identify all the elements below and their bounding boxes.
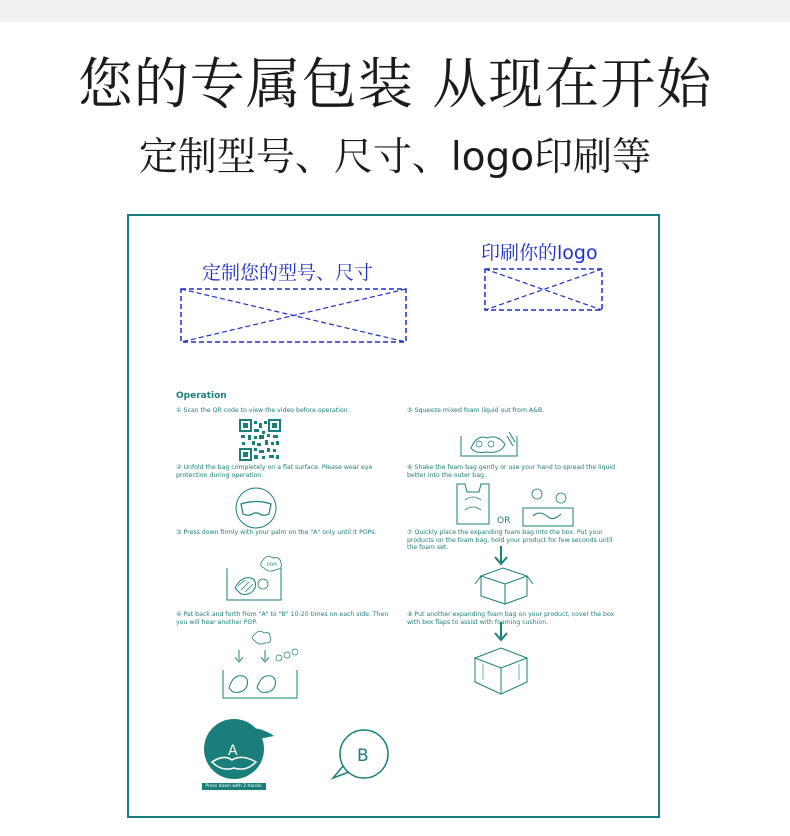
size-label: 定制您的型号、尺寸: [202, 262, 374, 284]
step-3: ③ Press down firmly with your palm on the "A" only until it POPs.: [176, 529, 377, 536]
step-7: ⑦ Quickly place the expanding foam bag into the box. Put your products on the foam bag, hold your product for few seconds until the foam set.: [407, 529, 613, 551]
spread-liquid-icon: [517, 482, 579, 528]
bag-artwork-card: [127, 214, 660, 818]
badge-b-icon: [329, 728, 393, 780]
top-strip: [0, 0, 790, 22]
pat-hands-icon: [221, 630, 305, 700]
press-palm-icon: [223, 554, 285, 602]
size-placeholder-box: [180, 288, 408, 344]
page-title: 您的专属包装 从现在开始: [77, 52, 713, 116]
step-4: ④ Pat back and forth from "A" to "B" 10-20 times on each side. Then you will hear another POP.: [176, 611, 389, 626]
or-label: OR: [497, 516, 511, 526]
operation-title: Operation: [176, 391, 227, 401]
shake-bag-icon: [451, 480, 493, 528]
badge-a-icon: [202, 716, 277, 781]
step-1: ① Scan the QR code to view the video before operation.: [176, 407, 350, 414]
qr-code-icon: [239, 419, 281, 461]
pop-label: POP!: [267, 563, 278, 568]
step-8: ⑧ Put another expanding foam bag on your product, cover the box with box flaps to assist with foaming cushion.: [407, 611, 615, 626]
step-6: ⑥ Shake the foam bag gently or use your hand to spread the liquid better into the outer bag.: [407, 464, 616, 479]
box-placement-icon: [473, 546, 535, 608]
safety-goggles-icon: [234, 486, 278, 530]
closed-box-icon: [469, 620, 533, 700]
logo-label: 印刷你的logo: [481, 242, 598, 264]
badge-b-letter: B: [357, 746, 369, 766]
logo-placeholder-box: [484, 268, 604, 312]
page-subtitle: 定制型号、尺寸、logo印刷等: [138, 135, 652, 180]
badge-caption: Press down with 2 hands.: [202, 783, 266, 790]
squeeze-bag-icon: [457, 426, 519, 458]
step-2: ② Unfold the bag completely on a flat surface. Please wear eye protection during operation.: [176, 464, 373, 479]
step-5: ⑤ Squeeze mixed foam liquid out from A&B.: [407, 407, 545, 414]
badge-a-letter: A: [228, 743, 238, 759]
